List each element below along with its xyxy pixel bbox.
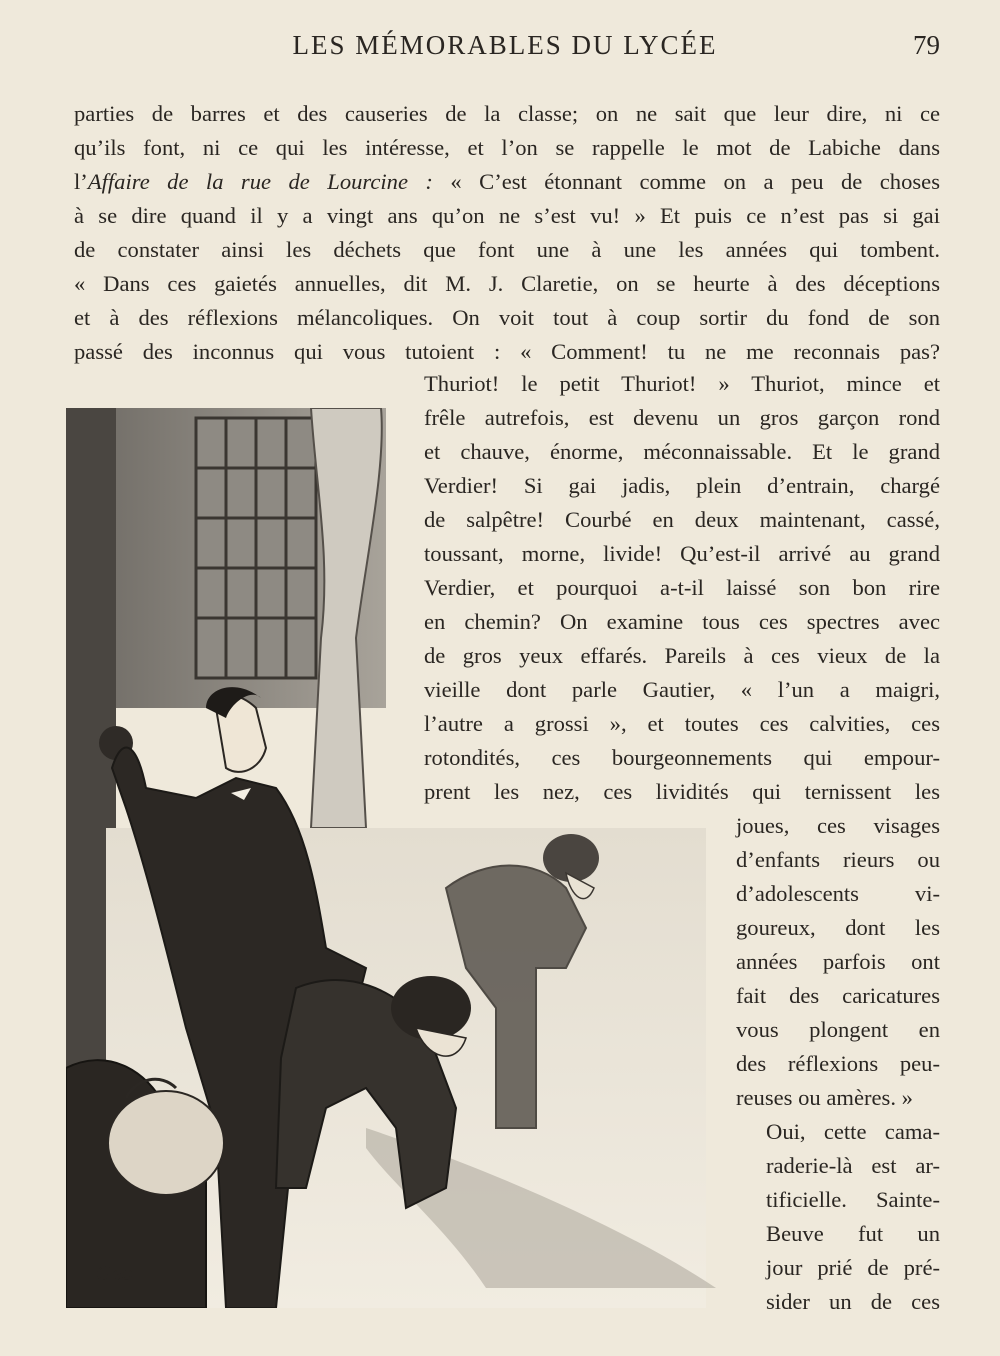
text-line: en chemin? On examine tous ces spectres avec bbox=[424, 609, 940, 634]
text-line: « Dans ces gaietés annuelles, dit M. J. Claretie, on se heurte à des déceptions bbox=[74, 271, 940, 296]
text-line: vous plongent en bbox=[736, 1017, 940, 1042]
text-line: des réflexions peu- bbox=[736, 1051, 940, 1076]
text-line: fait des caricatures bbox=[736, 983, 940, 1008]
text-line: passé des inconnus qui vous tutoient : « Comment! tu ne me reconnais pas? bbox=[74, 339, 940, 364]
text-line: vieille dont parle Gautier, « l’un a maigri, bbox=[424, 677, 940, 702]
running-title: LES MÉMORABLES DU LYCÉE bbox=[292, 30, 718, 60]
artist-signature: Geo bbox=[96, 1260, 133, 1285]
text-line: reuses ou amères. » bbox=[736, 1085, 913, 1110]
text-fragment: l’ bbox=[74, 169, 88, 194]
text-line: parties de barres et des causeries de la classe; on ne sait que leur dire, ni ce bbox=[74, 101, 940, 126]
text-line: Beuve fut un bbox=[766, 1221, 940, 1246]
head-hair bbox=[543, 834, 599, 882]
bald-head bbox=[108, 1091, 224, 1195]
page-number: 79 bbox=[913, 30, 940, 60]
text-line: et chauve, énorme, méconnaissable. Et le grand bbox=[424, 439, 940, 464]
text-line: l’autre a grossi », et toutes ces calvities, ces bbox=[424, 711, 940, 736]
text-line: goureux, dont les bbox=[736, 915, 940, 940]
illustration-drawing bbox=[66, 408, 726, 1308]
text-fragment: « C’est étonnant comme on a peu de choses bbox=[450, 169, 940, 194]
text-line: jour prié de pré- bbox=[766, 1255, 940, 1280]
text-line: Thuriot! le petit Thuriot! » Thuriot, mince et bbox=[424, 371, 940, 396]
text-line: et à des réflexions mélancoliques. On voit tout à coup sortir du fond de son bbox=[74, 305, 940, 330]
text-line: raderie-là est ar- bbox=[766, 1153, 940, 1178]
text-line: joues, ces visages bbox=[736, 813, 940, 838]
text-line: à se dire quand il y a vingt ans qu’on ne s’est vu! » Et puis ce n’est pas si gai bbox=[74, 203, 940, 228]
text-line: sider un de ces bbox=[766, 1289, 940, 1314]
text-line: Verdier, et pourquoi a-t-il laissé son bon rire bbox=[424, 575, 940, 600]
text-line: rotondités, ces bourgeonnements qui empour- bbox=[424, 745, 940, 770]
text-line: Oui, cette cama- bbox=[766, 1119, 940, 1144]
text-line: de constater ainsi les déchets que font une à une les années qui tombent. bbox=[74, 237, 940, 262]
running-head bbox=[70, 30, 940, 66]
illustration-schoolboys bbox=[66, 408, 726, 1308]
text-line: Verdier! Si gai jadis, plein d’entrain, chargé bbox=[424, 473, 940, 498]
text-line: qu’ils font, ni ce qui les intéresse, et l’on se rappelle le mot de Labiche dans bbox=[74, 135, 940, 160]
text-line: d’adolescents vi- bbox=[736, 881, 940, 906]
italic-title: Affaire de la rue de Lourcine : bbox=[87, 169, 433, 194]
text-line: de salpêtre! Courbé en deux maintenant, cassé, bbox=[424, 507, 940, 532]
text-line: années parfois ont bbox=[736, 949, 940, 974]
text-line: de gros yeux effarés. Pareils à ces vieux de la bbox=[424, 643, 940, 668]
window-grid bbox=[196, 418, 316, 678]
text-line: frêle autrefois, est devenu un gros garçon rond bbox=[424, 405, 940, 430]
text-line: d’enfants rieurs ou bbox=[736, 847, 940, 872]
text-line: toussant, morne, livide! Qu’est-il arrivé au grand bbox=[424, 541, 940, 566]
text-line: prent les nez, ces lividités qui ternissent les bbox=[424, 779, 940, 804]
text-line bbox=[74, 165, 940, 199]
text-line: tificielle. Sainte- bbox=[766, 1187, 940, 1212]
